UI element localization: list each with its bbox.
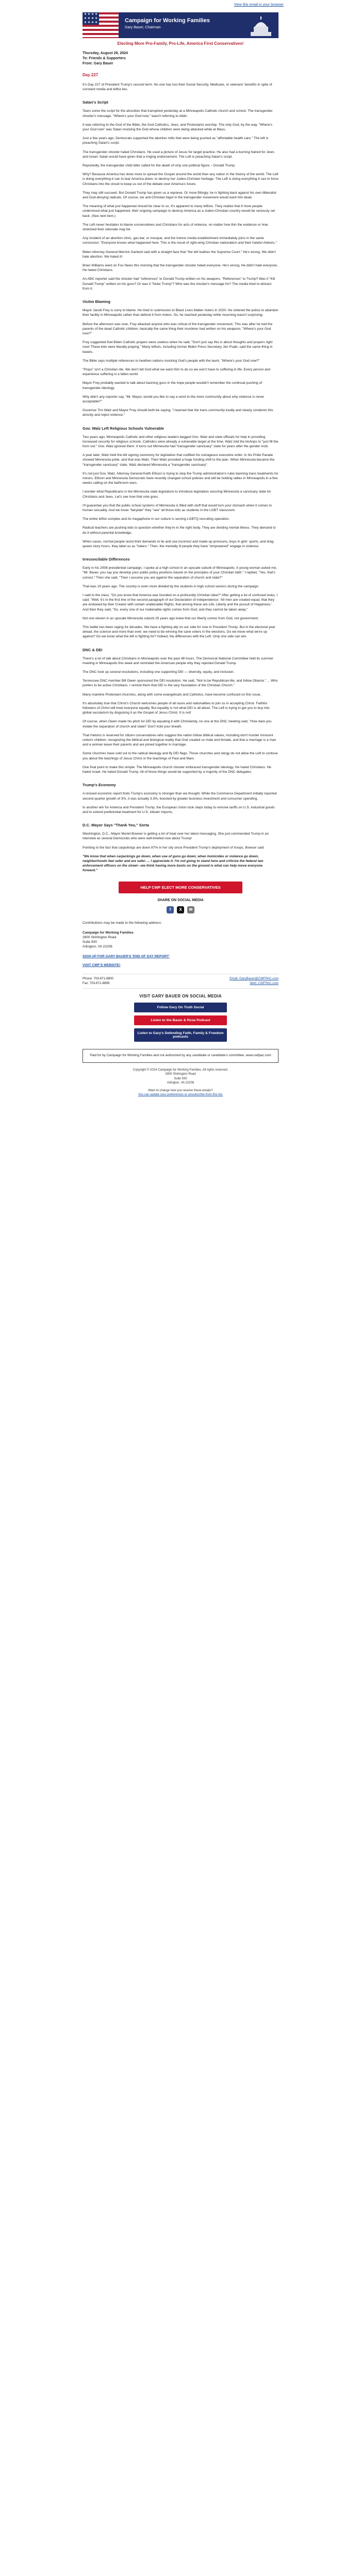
contact-right <box>229 977 278 986</box>
section-paragraph: I wonder what Republicans in the Minnesota state legislature to introduce legislation securing Minnesota a sanctuary state for Christians and Jews. Let's see how that vote goes. <box>83 490 271 499</box>
visit-website-link[interactable]: VISIT CWF'S WEBSITE! <box>83 963 121 967</box>
section-paragraph: It was referring to the God of the Bible, the God Catholics, Jews, and Protestants worship. The only God, by the way. "Where's your God now" was Satan mocking the God whose children were being attacked while at Mass. <box>83 123 273 132</box>
visit-social-heading: VISIT GARY BAUER ON SOCIAL MEDIA <box>139 994 222 999</box>
section-paragraph: This battle has been raging for decades. We have a fighting ally on our side for now in President Trump. But in the electoral year ahead, the science and more than ever, we need to be winning the sane voters in the elections. Do we know what we're up against? Do we know what the left is fighting for? Indeed, the differences with the Left. Only one side can win. <box>83 625 275 639</box>
section-paragraph: The Left never hesitates to blame conservatives and Christians for acts of violence, no matter how thin the evidence or how stretched their rationale may be. <box>83 223 268 232</box>
section-paragraph: Of course, when Owen made his pitch for DEI by equating it with Christianity, no one at the DNC meeting said, "How dare you violate the separation of church and state!" Don't hold your breath. <box>83 720 272 728</box>
section-paragraph: The entire leftist complex and its megaphone in our culture is serving LGBTQ recruiting operation. <box>83 517 230 521</box>
section-paragraph: Frey suggested that Biden Catholic prayers were useless when he said, "Don't just say this is about thoughts and prayers right now! These kids were literally praying." Many leftists, including former Biden Press Secretary Jen Psaki, said the same thing in tweets. <box>83 341 273 354</box>
article-sections <box>83 100 278 873</box>
section-paragraph: Why? Because America has done more to spread the Gospel around the world than any nation in the history of the world. The Left is doing everything it can to tear America down, to destroy her Judeo-Christian heritage. The Left is doing everything it can to force Christians into the closet to keep us out of the debate over America's future. <box>83 173 278 186</box>
memo-date: Thursday, August 29, 2024 <box>83 52 128 55</box>
footer <box>83 1068 278 1097</box>
section-paragraph: The transgender shooter hated Christians. He used a picture of Jesus for target practice. He also had a burning hatred for Jews and Israel. Satan would have given that a ringing endorsement. The Left is preaching Satan's script. <box>83 150 274 159</box>
view-in-browser-link[interactable]: View this email in your browser <box>234 3 284 7</box>
section-heading: Trump's Economy <box>83 783 116 788</box>
section-paragraph: The meaning of what just happened should be clear to us. It's apparent to many leftists. They realize that if more people understood what just happened, their ongoing campaign to destroy America as a Judeo-Christian country would be seriously set back. (See next item.) <box>83 205 275 218</box>
address-line: 2800 Shirlington Road <box>83 935 117 939</box>
banner-title-line1: Campaign for Working Families <box>125 18 210 24</box>
section-paragraph: Biden Attorney General Merrick Garland said with a straight face that "the left loathes the Supreme Court." He's wrong. We didn't hate abortion. We hated it! <box>83 250 276 259</box>
section-paragraph: A revised economic report finds Trump's economy is stronger than we thought. While the Commerce Department initially reported second quarter growth of 3%, it was actually 3.3%, boosted by greater business investment and consumer spending. <box>83 792 277 801</box>
section-paragraph: Some churches have sold out to the radical ideology and fly DEI flags. Those churches and clergy do not allow the Left to confuse you about the teachings of Jesus Christ or the teachings of Paul and Marx. <box>83 752 278 760</box>
section-heading: DNC & DEI <box>83 647 103 652</box>
section-paragraph: The Bible says multiple references to heathen nations mocking God's people with the taunt, "Where's your God now?" <box>83 359 260 363</box>
day-count: Day 227 <box>83 73 99 77</box>
section-paragraph: It's absolutely true that Christ's Church welcomes people of all races and nationalities to join us in accepting Christ. Faithful followers of Christ will treat everyone equally. But equality is not what DEI is all about. The Left is trying to get you to buy into global secularism by disguising it as the Gospel of Jesus Christ. It is not! <box>83 701 270 715</box>
contributions-note: Contributions may be made to the following address: <box>83 921 162 925</box>
section-paragraph: Mayor Frey probably wanted to talk about banning guns in the hope people wouldn't remember the continual pushing of transgender ideology. <box>83 381 262 390</box>
x-twitter-icon[interactable]: X <box>177 906 184 913</box>
contact-web[interactable]: Web: CWFPAC.com <box>250 981 278 985</box>
memo-from: From: Gary Bauer <box>83 62 113 65</box>
section-paragraph: One final point to make this simple: The Minneapolis church shooter embraced transgender ideology. He hated Christians. He hated Israel. He hated Donald Trump. All of those things would be supported by a majority of the DNC delegates. <box>83 765 271 774</box>
header-banner <box>83 12 278 38</box>
defending-faith-podcast-button[interactable]: Listen to Gary's Defending Faith, Family & Freedom podcasts <box>134 1028 227 1042</box>
topbar <box>0 0 361 10</box>
flag-stars: ★ ★ ★ ★ ★ ★ ★ ★ ★ ★ ★ ★ <box>83 12 99 25</box>
section-paragraph: Early in his 2008 presidential campaign, I spoke at a high school in an upscale suburb of Minneapolis. A young woman asked me, "Mr. Bauer, you say you develop your public policy positions based on the principles of your Christian faith." I replied, "Yes, that's correct." Then she said, "Then I assume you are against the separation of church and state?" <box>83 566 277 580</box>
section-heading: Gov. Walz Left Religious Schools Vulnerable <box>83 426 165 431</box>
section-paragraph: When cases, normal people resist their demands to lie and use incorrect and made-up pronouns, boys in girls' sports, and drag queen story hours, they label us as "haters." Then, the mentally ill people they have "empowered" engage in violence. <box>83 539 274 548</box>
section-paragraph: Any incident of an abortion clinic, gas bar, or mosque, and the tremor media establishment immediately joins in the same conclusion: "Everyone knows what happened here. This is the result of right-wing Christian nationalism and their hateful rhetoric." <box>83 236 277 245</box>
address-line: Campaign for Working Families <box>83 930 134 935</box>
capitol-dome-icon <box>248 16 274 36</box>
section-paragraph: Reportedly, the transgender child killer called for the death of only one political figure – Donald Trump. <box>83 164 236 168</box>
section-heading: Satan's Script <box>83 100 108 105</box>
truth-social-button[interactable]: Follow Gary On Truth Social <box>134 1003 227 1012</box>
section-paragraph: Just a few years ago, Democrats supported the abortion mills that were being pushed as "affordable health care." The left is preaching Satan's script. <box>83 137 269 145</box>
section-paragraph: Brian Williams went on Fox News this morning that the transgender shooter hated everyone. He's wrong. He didn't hate everyone. He hated Christians. <box>83 264 278 273</box>
section-paragraph: Tennessee DNC member Bill Owen sponsored the DEI resolution. He said, "Not to be Republican-lite, and follow Obama." ... Who prefers to be active Christians. I remind them that DEI is the very foundation of the Christian Church." <box>83 679 278 688</box>
section-paragraph: A year later, Walz held the bill signing ceremony for legislation that codified his outrageous executive order. In his Pride Parade showed Minnesota pride, and that was Walz. Then Walz provided a huge funding shift to the plan. When Minnesota became the "transgender sanctuary" state, Walz declared Minnesota a "transgender sanctuary". <box>83 453 275 467</box>
footer-unsubscribe[interactable]: You can update your preferences or unsubscribe from this list. <box>138 1093 223 1097</box>
facebook-icon[interactable]: f <box>167 906 174 913</box>
section-paragraph: I'll guarantee you that the public school systems of Minnesota is filled with stuff that would turn your stomach when it comes to human sexuality. And we know "fairytale" they "see" all those kids as students in the LGBT classroom. <box>83 503 272 512</box>
phone-number: Phone: 703-671-8800 <box>83 977 113 981</box>
section-paragraph: Many mainline Protestant churches, along with some evangelicals and Catholics, have become confused on this issue. <box>83 692 261 697</box>
section-paragraph: Governor Tim Walz and Mayor Frey should both be saying, "I learned that the trans community loudly and clearly condemn this atrocity and reject violence." <box>83 409 273 417</box>
section-paragraph: Not one eleven in an upscale Minnesota suburb 25 years ago knew that our liberty comes from God, not government. <box>83 616 259 620</box>
section-paragraph: An ABC reporter said the shooter had "references" to Donald Trump written on his weapons. "References" to Trump? Was it "Kill Donald Trump" written on his guns? Or was it "Nuke Trump"? Who was the shooter's message for? The media tried to distract from it. <box>83 277 275 291</box>
footer-address: Suite 930 <box>174 1077 187 1080</box>
section-paragraph: Why didn't any reporter say, "Mr. Mayor, would you like to say a word to the mere community about why violence is never acceptable?" <box>83 395 265 403</box>
slogan: Electing More Pro-Family, Pro-Life, America First Conservatives! <box>117 41 244 46</box>
section-heading: Irreconcilable Differences <box>83 557 130 562</box>
footer-address: Arlington, VA 22206 <box>167 1081 194 1085</box>
section-heading: Victim Blaming <box>83 299 111 304</box>
section-paragraph: Mayor Jacob Frey is sorry to blame. He tried in submission to Black Lives Matter rioters in 2020. He ordered the police to abandon their facility in Minneapolis rather than defend it from rioters. So, he reached yesterday while mourning wasn't surprising. <box>83 309 278 317</box>
footer-copyright: Copyright © 2024 Campaign for Working Families, All rights reserved. <box>133 1068 228 1072</box>
banner-title-line2: Gary Bauer, Chairman <box>125 26 161 29</box>
contact-email[interactable]: Email: GaryBauer@CWFPAC.com <box>229 977 278 981</box>
social-share-row <box>83 906 278 913</box>
email-body <box>83 12 278 1097</box>
fax-number: Fax: 703-671-8899 <box>83 981 110 985</box>
section-paragraph: It's not just Gov. Walz. Attorney General Keith Ellison is trying to stop the Trump administration's rules banning trans treatments for minors. Ellison and Minnesota Democrats have recently changed school policies and will be holding rallies in Minneapolis in a few weeks calling on the bathroom wars. <box>83 471 278 485</box>
signup-report-link[interactable]: SIGN UP FOR GARY BAUER'S 'END OF DAY REPORT' <box>83 954 170 958</box>
section-paragraph: Two years ago, Minneapolis Catholic and other religious leaders begged Gov. Walz and state officials for help in providing increased security for religious schools. Catholics were already a vulnerable target at the time. Walz told the bishops to "just fill the form out." Gov. Walz ignored them. It turns out Minnesota had "transgender sanctuary" state for years after the gender mob. <box>83 435 278 448</box>
section-paragraph: Before the afternoon was over, Frey attacked anyone who was critical of the transgender movement. This was after he told the parents of the dead Catholic children, basically the same thing their murderer had written on his weapons. "Where's your God now?" <box>83 322 273 335</box>
section-paragraph: "Prays" isn't a Christian rite. We don't tell God what we want Him to do so we won't have to suffering in life. Every person and experience suffering in a fallen world. <box>83 367 271 377</box>
bowser-quote: "We know that when carjackings go down, when use of guns go down, when homicides or violence go down, neighborhoods feel safer and are safer. ... I appreciate it. I'm not going to stand here and criticize the federal law enforcement officers on the street—we think having more boots on the ground is what can help move everyone forward." <box>83 854 264 873</box>
mailing-address <box>83 930 278 949</box>
footer-address: 2800 Shirlington Road <box>165 1073 196 1076</box>
section-paragraph: There's a lot of talk about Christians in Minneapolis over the past 48 hours. The Democrat National Committee held its summer meeting in Minneapolis this week and reminded the American people why they rejected Donald Trump. <box>83 656 273 665</box>
memo-meta <box>83 51 278 66</box>
section-paragraph: I said to the class, "Do you know that America was founded on a profoundly Christian idea?" After getting a lot of confused looks, I said, "Well, it's in the first line of the second paragraph of our Declaration of Independence: 'All men are created equal, that they are endowed by their Creator with certain unalienable Rights, that among these are Life, Liberty and the pursuit of Happiness.' And then they said, "So, every one of our inalienable rights comes from God, and they cannot be taken away." <box>83 594 278 612</box>
contact-row <box>83 974 278 989</box>
intro-paragraph: It's Day 227 of President Trump's second term. No one has lost their Social Security, Medicare, or veterans' benefits in spite of constant media and leftist lies. <box>83 83 272 92</box>
paid-for-disclaimer: Paid for by Campaign for Working Families and not authorized by any candidate or candidate's committee. www.cwfpac.com <box>83 1049 278 1063</box>
section-paragraph: That rhetoric is reserved for citizen conservatives who suggest the nation follow biblical values, including don't murder innocent unborn children, recognizing the biblical and biological reality that God created us male and female, and that a marriage is a man and a woman leave their parents and are joined together in marriage. <box>83 733 276 747</box>
section-paragraph: Washington, D.C., Mayor Muriel Bowser is getting a lot of heat over her latest messaging. She just commended Trump in an interview as several Democrats who were well-briefed now about Trump! <box>83 832 269 841</box>
help-elect-button[interactable]: HELP CWF ELECT MORE CONSERVATIVES <box>119 882 242 893</box>
banner-title <box>125 18 210 31</box>
section-paragraph: That was 19 years ago. The country is even more divided by the students in high school seniors during the campaign. <box>83 584 259 588</box>
section-paragraph: Tears some the script for the atrocities that transpired yesterday at a Minneapolis Catholic church and school. The transgender shooter's message, "Where's your God now," wasn't referring to Allah. <box>83 109 273 118</box>
section-paragraph: They may still succeed. But Donald Trump has given us a reprieve. Or more fittingly, he is fighting back against his own illiberalist and God-denying radicals. Of course, we anti-Christian bigot in the transgender movement would want him dead. <box>83 191 276 200</box>
address-line: Arlington, VA 22206 <box>83 944 112 948</box>
section-heading: D.C. Mayor Says "Thank You," Sorta <box>83 823 149 828</box>
address-line: Suite 930 <box>83 940 97 944</box>
bauer-rose-podcast-button[interactable]: Listen to the Bauer & Rose Podcast <box>134 1015 227 1025</box>
section-paragraph: Pointing to the fact that carjackings are down 87% in her city since President Trump's deployment of troops, Bowser said: <box>83 845 265 850</box>
section-paragraph: The DNC took up several resolutions, including one supporting DEI — diversity, equity, and inclusion. <box>83 670 235 674</box>
email-icon[interactable]: ✉ <box>187 906 194 913</box>
memo-to: To: Friends & Supporters <box>83 57 126 60</box>
footer-preferences: Want to change how you receive these emails? <box>148 1089 213 1092</box>
share-heading: SHARE ON SOCIAL MEDIA <box>157 898 204 902</box>
section-paragraph: Radical teachers are pushing kids to question whether they're in the right body. They are dividing mental illness. They demand to do it without parental knowledge. <box>83 526 276 535</box>
contact-left <box>83 977 113 986</box>
section-paragraph: In another win for America and President Trump, the European Union took steps today to remove tariffs on U.S. industrial goods and to extend preferential treatment for U.S. lobster imports. <box>83 805 275 814</box>
